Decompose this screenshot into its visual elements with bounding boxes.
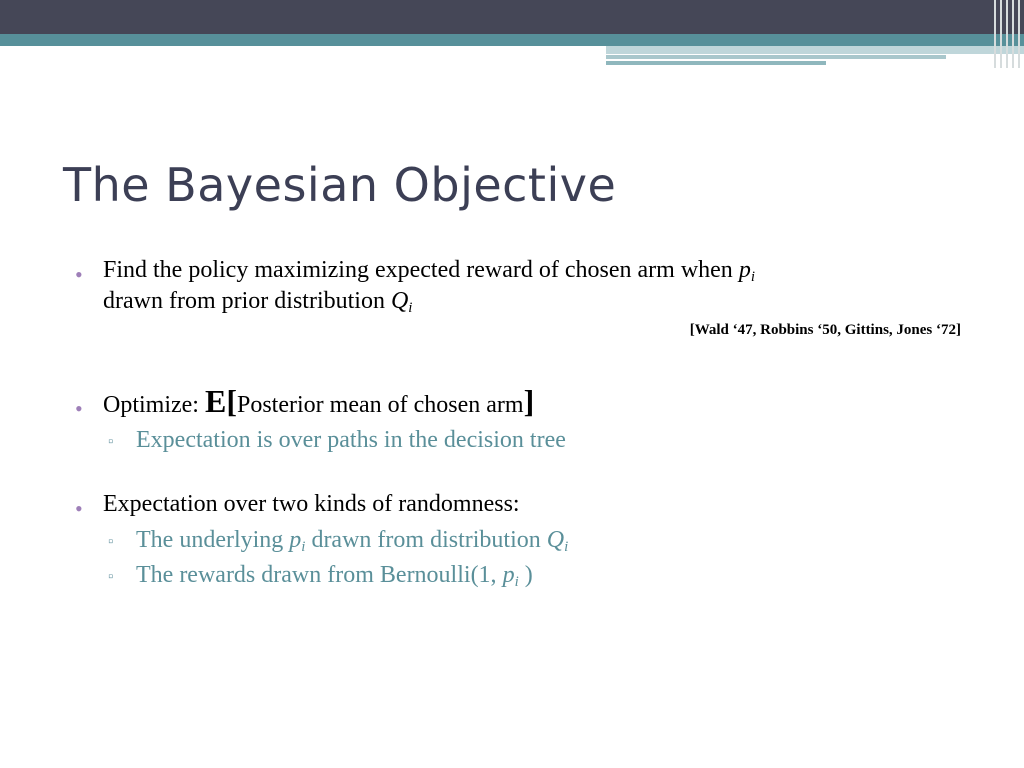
math-subscript-i: i [514,574,519,591]
math-subscript-i: i [750,269,755,286]
math-var-p: p [738,257,751,283]
subbullet-2-1: Expectation is over paths in the decision tree [136,427,566,453]
subbullet-3-1-text-a: The underlying [136,527,284,553]
header-stripe [606,55,946,59]
bullet-2-prefix: Optimize: [103,392,199,418]
subbullet-marker: ▫ [108,434,114,450]
math-subscript-i: i [564,539,569,556]
bullet-1-line-2 [103,288,412,317]
bullet-1-text: Find the policy maximizing expected reward of chosen arm when [103,257,733,283]
math-paren-close: ) [524,562,533,588]
header-vertical-line [1006,0,1008,68]
expectation-close: ] [523,383,535,419]
math-var-p: p [289,527,302,553]
header-vertical-line [994,0,996,68]
header-vertical-line [1000,0,1002,68]
citation-reference: [Wald ‘47, Robbins ‘50, Gittins, Jones ‘72] [689,322,961,338]
bullet-2-line [103,383,534,420]
header-stripe [606,46,1024,54]
header-vertical-line [1012,0,1014,68]
subbullet-3-2-text: The rewards drawn from Bernoulli [136,562,471,588]
header-stripe [606,61,826,65]
math-var-q: Q [546,527,565,553]
expectation-inner: Posterior mean of chosen arm [236,392,524,418]
math-paren-open: (1, [470,562,497,588]
header-bar [0,0,1024,34]
bullet-marker: • [75,262,83,287]
header-vertical-line [1018,0,1020,68]
bullet-1-line-1 [103,257,755,286]
math-subscript-i: i [408,300,413,317]
bullet-marker: • [75,496,83,521]
subbullet-marker: ▫ [108,534,114,550]
slide-title: The Bayesian Objective [63,158,617,212]
math-var-p: p [502,562,515,588]
subbullet-marker: ▫ [108,569,114,585]
subbullet-3-2 [136,562,533,591]
header-teal-band [0,34,1024,46]
bullet-marker: • [75,396,83,421]
expectation-open: E[ [204,383,237,419]
subbullet-3-1 [136,527,568,556]
bullet-1-text-2: drawn from prior distribution [103,288,385,314]
subbullet-3-1-text-b: drawn from distribution [311,527,541,553]
math-subscript-i: i [301,539,306,556]
math-var-q: Q [390,288,409,314]
bullet-3-line: Expectation over two kinds of randomness: [103,491,520,517]
